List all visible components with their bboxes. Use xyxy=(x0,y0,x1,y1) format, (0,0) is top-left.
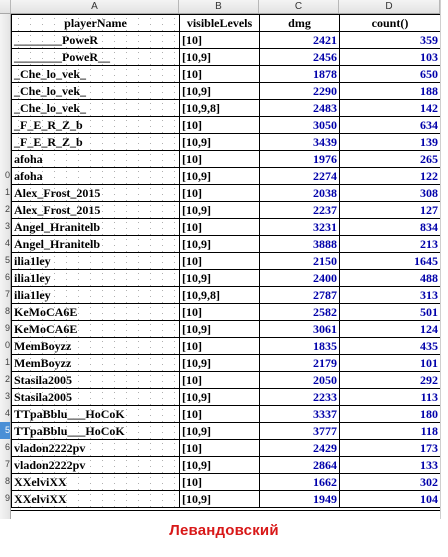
row-header[interactable] xyxy=(0,48,11,65)
cell-dmg[interactable]: 2483 xyxy=(260,100,340,117)
cell-visible-levels[interactable]: [10] xyxy=(180,185,260,202)
cell-visible-levels[interactable]: [10] xyxy=(180,151,260,168)
cell-player-name[interactable]: ilia1ley xyxy=(12,270,180,287)
cell-count[interactable]: 308 xyxy=(340,185,441,202)
cell-visible-levels[interactable]: [10,9] xyxy=(180,83,260,100)
cell-dmg[interactable]: 1878 xyxy=(260,66,340,83)
table-row xyxy=(12,338,441,355)
cell-dmg[interactable]: 3888 xyxy=(260,236,340,253)
header-player-name[interactable]: playerName xyxy=(12,15,180,32)
table-row xyxy=(12,66,441,83)
cell-dmg[interactable]: 3050 xyxy=(260,117,340,134)
cell-visible-levels[interactable]: [10] xyxy=(180,117,260,134)
select-all-corner[interactable] xyxy=(0,0,11,13)
cell-player-name[interactable]: Stasila2005 xyxy=(12,372,180,389)
cell-dmg[interactable]: 1662 xyxy=(260,474,340,491)
row-header[interactable] xyxy=(0,82,11,99)
cell-count[interactable]: 265 xyxy=(340,151,441,168)
cell-player-name[interactable]: Alex_Frost_2015 xyxy=(12,185,180,202)
cell-player-name[interactable]: KeMoCA6E xyxy=(12,321,180,338)
cell-count[interactable]: 634 xyxy=(340,117,441,134)
table-row xyxy=(12,202,441,219)
row-header[interactable] xyxy=(0,116,11,133)
row-header[interactable]: 0 xyxy=(4,170,10,180)
cell-visible-levels[interactable]: [10,9] xyxy=(180,491,260,508)
row-header[interactable]: 7 xyxy=(4,459,10,469)
row-header[interactable]: 2 xyxy=(4,374,10,384)
row-header[interactable]: 6 xyxy=(4,442,10,452)
cell-visible-levels[interactable]: [10,9] xyxy=(180,49,260,66)
row-header[interactable]: 4 xyxy=(4,238,10,248)
cell-player-name[interactable]: MemBoyzz xyxy=(12,355,180,372)
cell-count[interactable]: 122 xyxy=(340,168,441,185)
table-row xyxy=(12,253,441,270)
cell-visible-levels[interactable]: [10,9] xyxy=(180,270,260,287)
cell-count[interactable]: 133 xyxy=(340,457,441,474)
empty-row-area[interactable] xyxy=(11,510,440,519)
row-header[interactable]: 9 xyxy=(4,323,10,333)
cell-visible-levels[interactable]: [10] xyxy=(180,440,260,457)
cell-player-name[interactable]: ________PoweR__ xyxy=(12,49,180,66)
table-row xyxy=(12,49,441,66)
table-row xyxy=(12,270,441,287)
row-header[interactable]: 6 xyxy=(4,272,10,282)
column-header-d[interactable]: D xyxy=(339,0,440,13)
cell-player-name[interactable]: XXelviXX xyxy=(12,491,180,508)
cell-dmg[interactable]: 2400 xyxy=(260,270,340,287)
row-header[interactable]: 5 xyxy=(0,422,11,439)
cell-visible-levels[interactable]: [10,9] xyxy=(180,457,260,474)
table-header-row xyxy=(12,15,441,32)
cell-dmg[interactable]: 3337 xyxy=(260,406,340,423)
cell-visible-levels[interactable]: [10] xyxy=(180,304,260,321)
cell-count[interactable]: 124 xyxy=(340,321,441,338)
cell-player-name[interactable]: ilia1ley xyxy=(12,287,180,304)
row-header[interactable]: 0 xyxy=(4,340,10,350)
cell-player-name[interactable]: Stasila2005 xyxy=(12,389,180,406)
column-header-c[interactable]: C xyxy=(259,0,339,13)
row-header[interactable]: 1 xyxy=(4,187,10,197)
cell-visible-levels[interactable]: [10] xyxy=(180,338,260,355)
row-header[interactable]: 2 xyxy=(4,204,10,214)
cell-visible-levels[interactable]: [10,9,8] xyxy=(180,100,260,117)
table-row xyxy=(12,236,441,253)
cell-player-name[interactable]: vladon2222pv xyxy=(12,440,180,457)
cell-player-name[interactable]: _Che_lo_vek_ xyxy=(12,66,180,83)
cell-visible-levels[interactable]: [10,9] xyxy=(180,423,260,440)
cell-dmg[interactable]: 1835 xyxy=(260,338,340,355)
cell-count[interactable]: 142 xyxy=(340,100,441,117)
row-header[interactable] xyxy=(0,133,11,150)
table-row xyxy=(12,151,441,168)
cell-player-name[interactable]: _F_E_R_Z_b xyxy=(12,134,180,151)
row-header[interactable] xyxy=(0,150,11,167)
table-row xyxy=(12,491,441,508)
table-row xyxy=(12,406,441,423)
cell-count[interactable]: 180 xyxy=(340,406,441,423)
cell-count[interactable]: 435 xyxy=(340,338,441,355)
cell-player-name[interactable]: _Che_lo_vek_ xyxy=(12,83,180,100)
cell-player-name[interactable]: ilia1ley xyxy=(12,253,180,270)
cell-dmg[interactable]: 3061 xyxy=(260,321,340,338)
cell-player-name[interactable]: Alex_Frost_2015 xyxy=(12,202,180,219)
cell-count[interactable]: 313 xyxy=(340,287,441,304)
cell-dmg[interactable]: 2290 xyxy=(260,83,340,100)
cell-dmg[interactable]: 2233 xyxy=(260,389,340,406)
cell-count[interactable]: 118 xyxy=(340,423,441,440)
row-header[interactable] xyxy=(0,507,11,519)
table-row xyxy=(12,474,441,491)
table-row xyxy=(12,355,441,372)
table-row xyxy=(12,32,441,49)
cell-count[interactable]: 188 xyxy=(340,83,441,100)
cell-dmg[interactable]: 2150 xyxy=(260,253,340,270)
cell-visible-levels[interactable]: [10,9] xyxy=(180,202,260,219)
cell-visible-levels[interactable]: [10] xyxy=(180,474,260,491)
table-row xyxy=(12,287,441,304)
cell-player-name[interactable]: afoha xyxy=(12,151,180,168)
row-header[interactable]: 8 xyxy=(4,476,10,486)
cell-player-name[interactable]: Angel_Hranitelb xyxy=(12,219,180,236)
cell-dmg[interactable]: 2179 xyxy=(260,355,340,372)
cell-count[interactable]: 113 xyxy=(340,389,441,406)
cell-visible-levels[interactable]: [10,9] xyxy=(180,321,260,338)
cell-dmg[interactable]: 1976 xyxy=(260,151,340,168)
row-header[interactable] xyxy=(0,14,11,31)
cell-player-name[interactable]: _Che_lo_vek_ xyxy=(12,100,180,117)
cell-player-name[interactable]: _F_E_R_Z_b xyxy=(12,117,180,134)
column-header-bar xyxy=(0,0,440,14)
table-row xyxy=(12,457,441,474)
header-visible-levels[interactable]: visibleLevels xyxy=(180,15,260,32)
cell-player-name[interactable]: ________PoweR xyxy=(12,32,180,49)
cell-player-name[interactable]: KeMoCA6E xyxy=(12,304,180,321)
row-header[interactable]: 9 xyxy=(4,493,10,503)
cell-visible-levels[interactable]: [10] xyxy=(180,219,260,236)
cell-visible-levels[interactable]: [10] xyxy=(180,253,260,270)
table-row xyxy=(12,83,441,100)
row-header[interactable]: 3 xyxy=(4,221,10,231)
cell-count[interactable]: 302 xyxy=(340,474,441,491)
cell-player-name[interactable]: Angel_Hranitelb xyxy=(12,236,180,253)
row-header-strip xyxy=(0,14,11,519)
table-row xyxy=(12,185,441,202)
cell-count[interactable]: 1645 xyxy=(340,253,441,270)
cell-count[interactable]: 101 xyxy=(340,355,441,372)
cell-dmg[interactable]: 2582 xyxy=(260,304,340,321)
cell-dmg[interactable]: 2456 xyxy=(260,49,340,66)
cell-count[interactable]: 834 xyxy=(340,219,441,236)
cell-count[interactable]: 488 xyxy=(340,270,441,287)
row-header[interactable] xyxy=(0,99,11,116)
table-row xyxy=(12,389,441,406)
cell-dmg[interactable]: 2421 xyxy=(260,32,340,49)
cell-visible-levels[interactable]: [10,9] xyxy=(180,236,260,253)
cell-visible-levels[interactable]: [10,9] xyxy=(180,389,260,406)
cell-count[interactable]: 213 xyxy=(340,236,441,253)
cell-dmg[interactable]: 2787 xyxy=(260,287,340,304)
cell-count[interactable]: 359 xyxy=(340,32,441,49)
signature-text: Левандовский xyxy=(169,522,279,539)
cell-dmg[interactable]: 2864 xyxy=(260,457,340,474)
window-edge xyxy=(440,0,448,519)
row-header[interactable]: 3 xyxy=(4,391,10,401)
cell-dmg[interactable]: 2237 xyxy=(260,202,340,219)
table-row xyxy=(12,134,441,151)
row-header[interactable]: 1 xyxy=(4,357,10,367)
cell-visible-levels[interactable]: [10,9] xyxy=(180,134,260,151)
row-header[interactable]: 7 xyxy=(4,289,10,299)
cell-player-name[interactable]: TTpaBblu___HoCoK xyxy=(12,406,180,423)
cell-count[interactable]: 173 xyxy=(340,440,441,457)
cell-count[interactable]: 139 xyxy=(340,134,441,151)
cell-player-name[interactable]: MemBoyzz xyxy=(12,338,180,355)
table-row xyxy=(12,168,441,185)
row-header[interactable]: 8 xyxy=(4,306,10,316)
cell-visible-levels[interactable]: [10,9,8] xyxy=(180,287,260,304)
cell-count[interactable]: 501 xyxy=(340,304,441,321)
cell-visible-levels[interactable]: [10,9] xyxy=(180,168,260,185)
cell-visible-levels[interactable]: [10] xyxy=(180,406,260,423)
row-header[interactable]: 5 xyxy=(4,255,10,265)
row-header[interactable] xyxy=(0,31,11,48)
cell-dmg[interactable]: 2050 xyxy=(260,372,340,389)
cell-player-name[interactable]: TTpaBblu___HoCoK xyxy=(12,423,180,440)
row-header[interactable]: 4 xyxy=(4,408,10,418)
table-row xyxy=(12,440,441,457)
cell-dmg[interactable]: 1949 xyxy=(260,491,340,508)
cell-count[interactable]: 103 xyxy=(340,49,441,66)
table-row xyxy=(12,100,441,117)
cell-dmg[interactable]: 3231 xyxy=(260,219,340,236)
cell-visible-levels[interactable]: [10,9] xyxy=(180,355,260,372)
table-row xyxy=(12,117,441,134)
cell-count[interactable]: 127 xyxy=(340,202,441,219)
cell-count[interactable]: 650 xyxy=(340,66,441,83)
header-dmg[interactable]: dmg xyxy=(260,15,340,32)
cell-player-name[interactable]: vladon2222pv xyxy=(12,457,180,474)
cell-count[interactable]: 292 xyxy=(340,372,441,389)
column-header-a[interactable]: A xyxy=(11,0,179,13)
table-row xyxy=(12,304,441,321)
cell-visible-levels[interactable]: [10] xyxy=(180,372,260,389)
header-count[interactable]: count() xyxy=(340,15,441,32)
cell-player-name[interactable]: afoha xyxy=(12,168,180,185)
cell-count[interactable]: 104 xyxy=(340,491,441,508)
cell-dmg[interactable]: 3777 xyxy=(260,423,340,440)
cell-dmg[interactable]: 3439 xyxy=(260,134,340,151)
cell-dmg[interactable]: 2038 xyxy=(260,185,340,202)
cell-visible-levels[interactable]: [10] xyxy=(180,32,260,49)
table-row xyxy=(12,372,441,389)
data-table xyxy=(11,14,440,508)
column-header-b[interactable]: B xyxy=(179,0,259,13)
cell-dmg[interactable]: 2429 xyxy=(260,440,340,457)
table-row xyxy=(12,321,441,338)
cell-player-name[interactable]: XXelviXX xyxy=(12,474,180,491)
table-row xyxy=(12,219,441,236)
cell-visible-levels[interactable]: [10] xyxy=(180,66,260,83)
row-header[interactable] xyxy=(0,65,11,82)
table-row xyxy=(12,423,441,440)
cell-dmg[interactable]: 2274 xyxy=(260,168,340,185)
